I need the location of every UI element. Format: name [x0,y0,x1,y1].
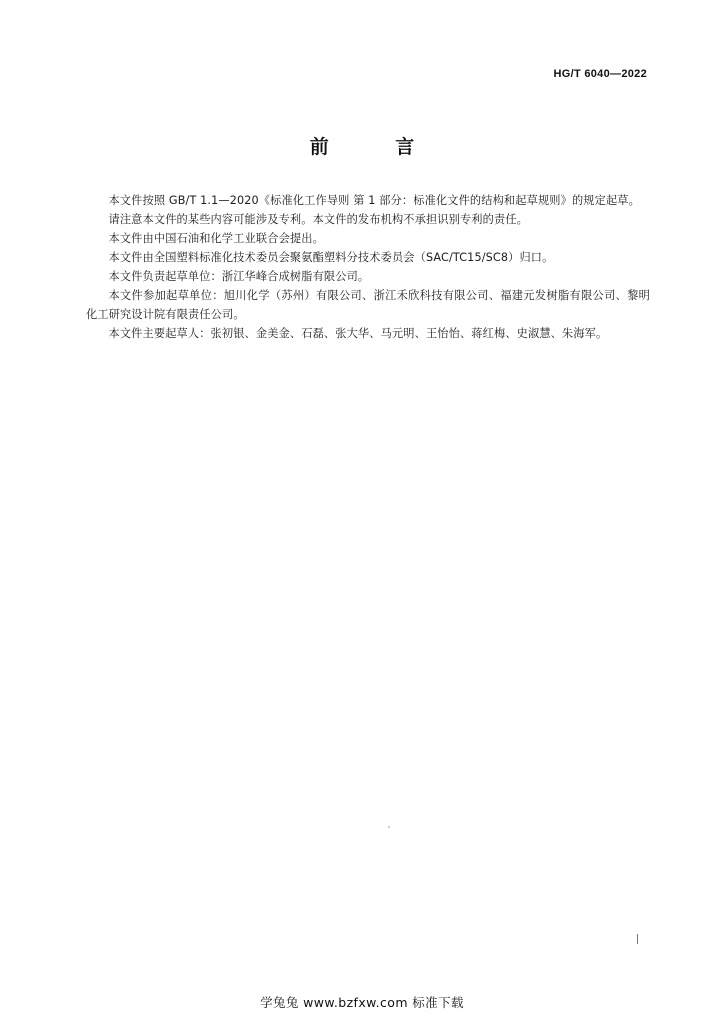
paragraph-proposer: 本文件由中国石油和化学工业联合会提出。 [108,232,324,245]
paragraph-technical-committee: 本文件由全国塑料标准化技术委员会聚氨酯塑料分技术委员会（SAC/TC15/SC8）归口。 [108,251,554,264]
paragraph-main-drafters: 本文件主要起草人：张初银、金美金、石磊、张大华、马元明、王怡怡、蒋红梅、史淑慧、朱海军。 [108,327,608,340]
page-number-mark [637,934,638,944]
standard-code: HG/T 6040—2022 [553,68,647,80]
scan-dot [388,826,390,828]
paragraph-participating-drafters: 本文件参加起草单位：旭川化学（苏州）有限公司、浙江禾欣科技有限公司、福建元发树脂有限公司、黎明化工研究设计院有限责任公司。 [86,289,650,321]
footer-watermark: 学兔兔 www.bzfxw.com 标准下载 [260,995,464,1010]
paragraph-drafting-rules: 本文件按照 GB/T 1.1—2020《标准化工作导则 第 1 部分：标准化文件的结构和起草规则》的规定起草。 [108,194,640,207]
paragraph-lead-drafter: 本文件负责起草单位：浙江华峰合成树脂有限公司。 [108,270,370,283]
paragraph-patent-notice: 请注意本文件的某些内容可能涉及专利。本文件的发布机构不承担识别专利的责任。 [108,213,528,226]
foreword-body [86,191,650,343]
page-title: 前 言 [309,136,445,158]
